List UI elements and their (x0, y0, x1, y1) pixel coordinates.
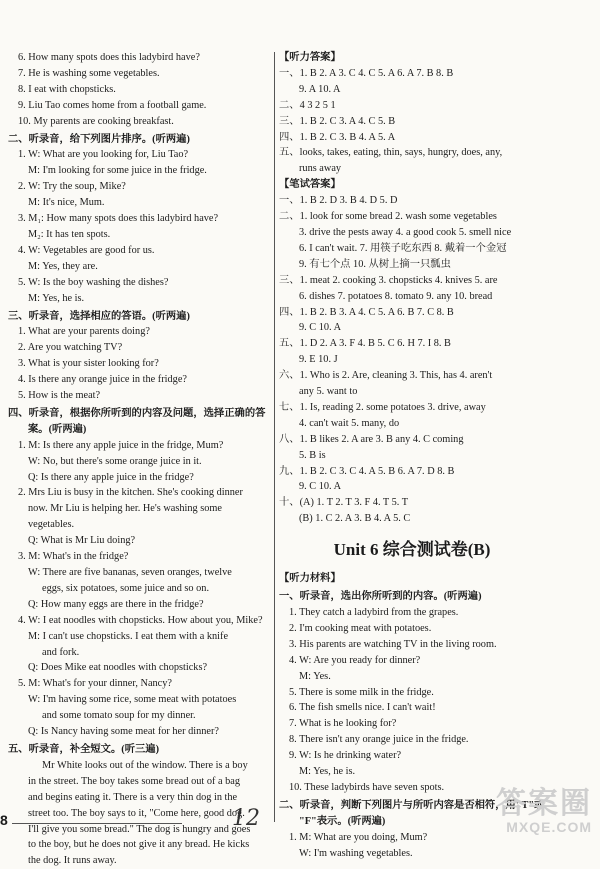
right-line: 五、1. D 2. A 3. F 4. B 5. C 6. H 7. I 8. B (279, 338, 451, 350)
unit-title: Unit 6 综合测试卷(B) (333, 540, 491, 560)
right-line: any 5. want to (299, 386, 358, 398)
right2-line: W: I'm washing vegetables. (299, 847, 413, 859)
column-divider (274, 52, 275, 822)
left-line: W: There are five bananas, seven oranges, twelve (28, 567, 232, 578)
right2-line: M: Yes, he is. (299, 766, 356, 778)
left-line: Q: Does Mike eat noodles with chopsticks? (28, 662, 208, 674)
left-line: 7. He is washing some vegetables. (18, 67, 160, 79)
right-line: 四、1. B 2. C 3. B 4. A 5. A (279, 131, 396, 143)
left-line: 6. How many spots does this ladybird have? (18, 52, 200, 63)
watermark-line1: 答案圈 (496, 787, 592, 820)
left-line: I'll give you some bread." The dog is hungry and goes (28, 823, 251, 835)
right-line: 二、1. look for some bread 2. wash some vegetables (279, 211, 497, 223)
left-line: Q: Is there any apple juice in the fridge? (28, 471, 194, 483)
right2-line: 8. There isn't any orange juice in the fridge. (289, 734, 469, 746)
left-line: 5. W: Is the boy washing the dishes? (18, 276, 169, 288)
right-line: 9. 有七个点 10. 从树上摘一只瓢虫 (299, 258, 451, 270)
left-line: street too. The boy says to it, "Come here, good dog. (28, 807, 245, 819)
left-line: 4. W: I eat noodles with chopsticks. How about you, Mike? (18, 614, 263, 626)
left-line: Mr White looks out of the window. There is a boy (42, 759, 248, 771)
right-line: 四、1. B 2. B 3. A 4. C 5. A 6. B 7. C 8. B (279, 306, 454, 318)
left-line: Q: How many eggs are there in the fridge? (28, 598, 204, 610)
right-line: (B) 1. C 2. A 3. B 4. A 5. C (299, 513, 411, 525)
right2-line: 【听力材料】 (279, 573, 341, 585)
right-line: 七、1. Is, reading 2. some potatoes 3. drive, away (279, 401, 486, 413)
left-line: 10. My parents are cooking breakfast. (18, 115, 174, 127)
left-line: and begins eating it. There is a very thin dog in the (28, 791, 238, 803)
left-line: 五、听录音，补全短文。(听三遍) (8, 743, 160, 755)
left-line: 3. What is your sister looking for? (18, 358, 159, 370)
left-line: to the boy, but he does not give it any bread. He kicks (28, 839, 250, 851)
right-line: runs away (299, 163, 342, 175)
right-line: 5. B is (299, 449, 326, 461)
left-line: 9. Liu Tao comes home from a football game. (18, 99, 207, 111)
right2-line: 1. M: What are you doing, Mum? (289, 831, 428, 843)
left-line: M: It's nice, Mum. (28, 197, 105, 209)
left-line: Q: Is Nancy having some meat for her dinner? (28, 726, 220, 738)
right-line: 九、1. B 2. C 3. C 4. A 5. B 6. A 7. D 8. B (279, 465, 455, 477)
left-line: M₂: It has ten spots. (28, 228, 111, 240)
left-line: 四、听录音，根据你所听到的内容及问题，选择正确的答 (8, 407, 266, 419)
right-line: 二、4 3 2 5 1 (279, 99, 336, 111)
right2-line: M: Yes. (299, 670, 331, 682)
right2-line: 1. They catch a ladybird from the grapes. (289, 607, 459, 618)
right-line: 3. drive the pests away 4. a good cook 5. smell nice (299, 226, 512, 238)
left-line: 三、听录音，选择相应的答语。(听两遍) (8, 310, 190, 322)
left-line: 5. How is the meat? (18, 390, 101, 402)
watermark (496, 789, 592, 835)
left-line: and fork. (42, 646, 80, 658)
right2-line: 6. The fish smells nice. I can't wait! (289, 702, 436, 714)
left-column (8, 50, 272, 869)
left-line: 2. W: Try the soup, Mike? (18, 181, 126, 193)
left-line: vegetables. (28, 519, 75, 531)
right-line: 4. can't wait 5. many, do (299, 417, 400, 429)
right2-line: 9. W: Is he drinking water? (289, 750, 402, 762)
left-line: W: No, but there's some orange juice in it. (28, 455, 202, 467)
right-line: 6. dishes 7. potatoes 8. tomato 9. any 10. bread (299, 290, 493, 302)
left-line: 2. Are you watching TV? (18, 342, 123, 354)
right-line: 一、1. B 2. D 3. B 4. D 5. D (279, 195, 398, 207)
right2-line: 7. What is he looking for? (289, 718, 397, 730)
left-line: 1. What are your parents doing? (18, 326, 150, 338)
right2-line: 一、听录音，选出你所听到的内容。(听两遍) (279, 591, 482, 603)
right-line: 三、1. meat 2. cooking 3. chopsticks 4. knives 5. are (279, 274, 498, 286)
left-line: 1. W: What are you looking for, Liu Tao? (18, 149, 189, 161)
left-line: 8. I eat with chopsticks. (18, 83, 116, 95)
right-line: 9. A 10. A (299, 83, 341, 95)
left-line: M: I'm looking for some juice in the fridge. (28, 165, 207, 177)
right-column (279, 50, 545, 862)
page-number: 8 (0, 812, 8, 828)
right2-line: 4. W: Are you ready for dinner? (289, 654, 421, 666)
right2-line: "F"表示。(听两遍) (299, 815, 386, 827)
left-line: 3. M₁: How many spots does this ladybird have? (18, 213, 219, 225)
left-line: and some tomato soup for my dinner. (42, 710, 196, 722)
left-line: in the street. The boy takes some bread out of a bag (28, 775, 240, 787)
right2-line: 3. His parents are watching TV in the living room. (289, 638, 497, 650)
footer-rule (12, 823, 182, 824)
watermark-line2: MXQE.COM (506, 819, 592, 835)
right-line: 六、1. Who is 2. Are, cleaning 3. This, has 4. aren't (279, 370, 493, 382)
handwritten-note: 12 (232, 806, 260, 831)
left-line: Q: What is Mr Liu doing? (28, 535, 136, 547)
left-line: 1. M: Is there any apple juice in the fridge, Mum? (18, 439, 224, 451)
left-line: 4. W: Vegetables are good for us. (18, 244, 155, 256)
right2-line: 二、听录音，判断下列图片与所听内容是否相符，用"T"或 (279, 799, 545, 811)
right-line: 【听力答案】 (279, 52, 341, 63)
left-line: now. Mr Liu is helping her. He's washing some (28, 503, 222, 515)
left-line: M: Yes, they are. (28, 260, 98, 272)
left-line: 案。(听两遍) (28, 423, 87, 435)
left-line: W: I'm having some rice, some meat with potatoes (28, 694, 237, 706)
answers-section (279, 50, 545, 527)
right-line: 八、1. B likes 2. A are 3. B any 4. C coming (279, 433, 464, 445)
right-line: 9. E 10. J (299, 354, 338, 366)
right2-line: 10. These ladybirds have seven spots. (289, 781, 445, 793)
right-line: 三、1. B 2. C 3. A 4. C 5. B (279, 115, 396, 127)
left-line: the dog. It runs away. (28, 855, 117, 867)
right2-line: 2. I'm cooking meat with potatoes. (289, 622, 432, 634)
right-line: 9. C 10. A (299, 322, 342, 334)
right-line: 五、looks, takes, eating, thin, says, hungry, does, any, (279, 147, 503, 159)
left-line: 二、听录音，给下列图片排序。(听两遍) (8, 133, 190, 145)
left-line: eggs, six potatoes, some juice and so on. (42, 582, 210, 594)
right2-line: 5. There is some milk in the fridge. (289, 686, 434, 698)
left-line: 4. Is there any orange juice in the fridge? (18, 374, 187, 386)
left-line: M: Yes, he is. (28, 292, 85, 304)
right-line: 【笔试答案】 (279, 179, 341, 191)
right-line: 6. I can't wait. 7. 用筷子吃东西 8. 戴着一个金冠 (299, 242, 507, 254)
left-line: M: I can't use chopsticks. I eat them with a knife (28, 630, 229, 642)
right-line: 十、(A) 1. T 2. T 3. F 4. T 5. T (279, 497, 409, 509)
left-line: 5. M: What's for your dinner, Nancy? (18, 678, 172, 690)
right-line: 9. C 10. A (299, 481, 342, 493)
left-line: 2. Mrs Liu is busy in the kitchen. She's cooking dinner (18, 487, 243, 499)
left-line: 3. M: What's in the fridge? (18, 551, 129, 563)
right-line: 一、1. B 2. A 3. C 4. C 5. A 6. A 7. B 8. B (279, 67, 454, 79)
